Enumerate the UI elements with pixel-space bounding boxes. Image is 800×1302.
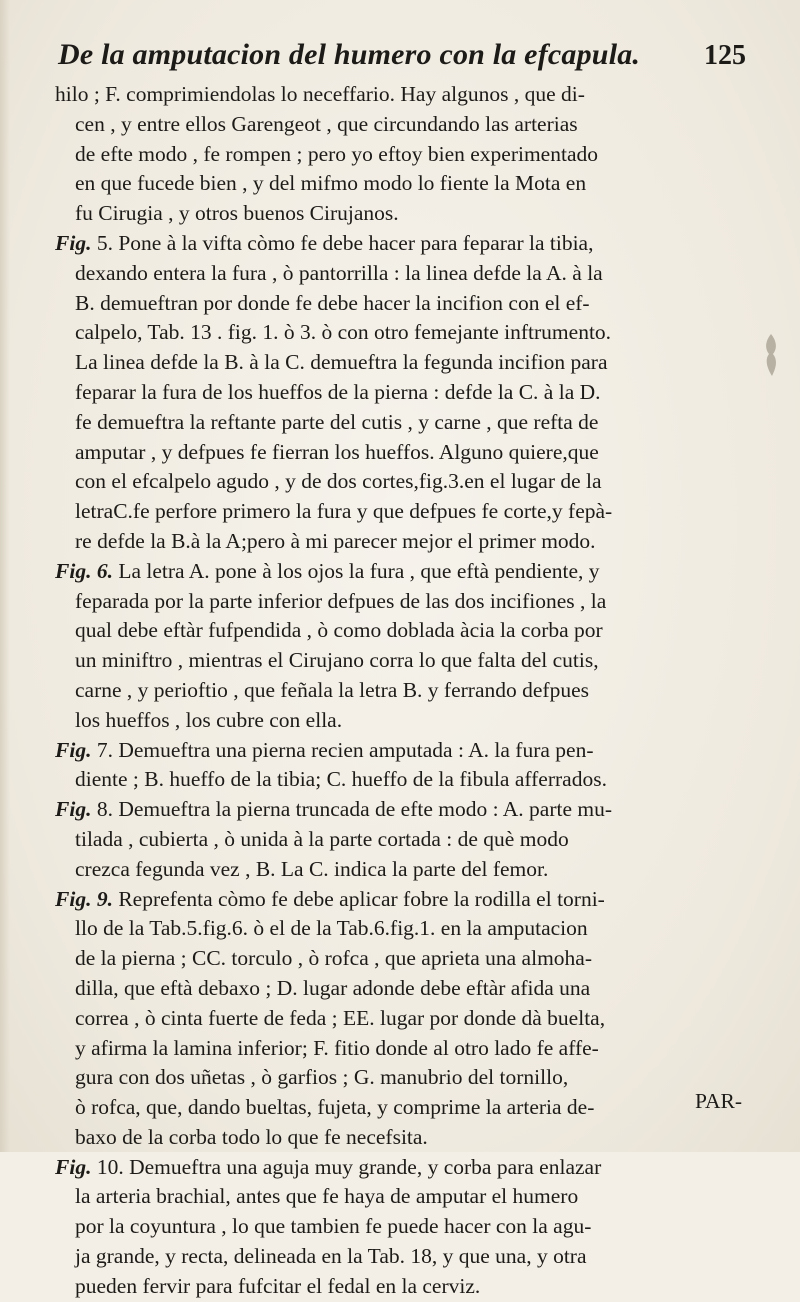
- line-text: re defde la B.à la A;pero à mi parecer mejor el primer modo.: [75, 528, 596, 553]
- text-line: [55, 438, 757, 468]
- text-line: [55, 676, 757, 706]
- line-text: gura con dos uñetas , ò garfios ; G. manubrio del tornillo,: [75, 1065, 569, 1090]
- line-text: calpelo, Tab. 13 . fig. 1. ò 3. ò con otro femejante inftrumento.: [75, 320, 612, 345]
- text-line: [55, 1212, 757, 1242]
- text-body: [55, 80, 757, 1302]
- paragraph: [55, 885, 757, 1153]
- catchword: PAR-: [694, 1089, 742, 1113]
- text-line: [55, 378, 757, 408]
- paragraph: [55, 736, 757, 796]
- line-text: de la pierna ; CC. torculo , ò rofca , que aprieta una almoha-: [75, 946, 592, 971]
- line-text: ja grande, y recta, delineada en la Tab. 18, y que una, y otra: [75, 1244, 587, 1269]
- ink-blot-mark: [760, 332, 782, 378]
- line-text: tilada , cubierta , ò unida à la parte cortada : de què modo: [75, 826, 569, 851]
- paragraph: [55, 795, 757, 884]
- line-text: qual debe eftàr fufpendida , ò como doblada àcia la corba por: [75, 618, 603, 643]
- paragraph: [55, 557, 757, 736]
- text-line: [55, 1242, 757, 1272]
- line-text: feparar la fura de los hueffos de la pierna : defde la C. à la D.: [75, 379, 601, 404]
- text-line: [55, 765, 757, 795]
- line-text: La letra A. pone à los ojos la fura , que eftà pendiente, y: [112, 558, 600, 583]
- line-text: carne , y perioftio , que feñala la letra B. y ferrando defpues: [75, 677, 589, 702]
- line-text: de efte modo , fe rompen ; pero yo eftoy bien experimentado: [75, 141, 598, 166]
- line-text: los hueffos , los cubre con ella.: [75, 707, 343, 732]
- line-text: ò rofca, que, dando bueltas, fujeta, y comprime la arteria de-: [75, 1095, 595, 1120]
- line-text: 10. Demueftra una aguja muy grande, y corba para enlazar: [91, 1154, 602, 1179]
- line-text: dilla, que eftà debaxo ; D. lugar adonde debe eftàr afida una: [75, 975, 591, 1000]
- text-line: [55, 1034, 757, 1064]
- line-text: letraC.fe perfore primero la fura y que defpues fe corte,y fepà-: [75, 499, 613, 524]
- text-line: [55, 616, 757, 646]
- figure-reference: Fig.: [55, 737, 92, 762]
- figure-reference: Fig. 9.: [55, 886, 113, 911]
- text-line: [55, 1272, 757, 1302]
- line-text: en que fucede bien , y del mifmo modo lo fiente la Mota en: [75, 171, 587, 196]
- text-line: [55, 1182, 757, 1212]
- paragraph: [55, 80, 757, 229]
- line-text: crezca fegunda vez , B. La C. indica la parte del femor.: [75, 856, 549, 881]
- line-text: dexando entera la fura , ò pantorrilla : la linea defde la A. à la: [75, 260, 603, 285]
- line-text: fu Cirugia , y otros buenos Cirujanos.: [75, 201, 399, 226]
- line-text: La linea defde la B. à la C. demueftra la fegunda incifion para: [75, 350, 608, 375]
- text-line: [55, 467, 757, 497]
- text-line: [55, 259, 757, 289]
- line-text: pueden fervir para fufcitar el fedal en la cerviz.: [75, 1273, 481, 1298]
- text-line: [55, 1093, 757, 1123]
- line-text: la arteria brachial, antes que fe haya de amputar el humero: [75, 1184, 579, 1209]
- text-line: [55, 1004, 757, 1034]
- text-line: [55, 80, 757, 110]
- text-line: [55, 587, 757, 617]
- line-text: B. demueftran por donde fe debe hacer la incifion con el ef-: [75, 290, 590, 315]
- line-text: Reprefenta còmo fe debe aplicar fobre la rodilla el torni-: [112, 886, 605, 911]
- line-text: un miniftro , mientras el Cirujano corra lo que falta del cutis,: [75, 648, 599, 673]
- line-text: 7. Demueftra una pierna recien amputada : A. la fura pen-: [91, 737, 594, 762]
- line-text: fe demueftra la reftante parte del cutis , y carne , que refta de: [75, 409, 599, 434]
- figure-reference: Fig. 6.: [55, 558, 113, 583]
- line-text: feparada por la parte inferior defpues de las dos incifiones , la: [75, 588, 607, 613]
- text-line: [55, 646, 757, 676]
- page-gutter-shadow: [0, 0, 10, 1152]
- text-line: [55, 289, 757, 319]
- text-line: [55, 825, 757, 855]
- line-text: amputar , y defpues fe fierran los hueffos. Alguno quiere,que: [75, 439, 599, 464]
- line-text: correa , ò cinta fuerte de feda ; EE. lugar por donde dà buelta,: [75, 1005, 606, 1030]
- text-line: [55, 706, 757, 736]
- line-text: por la coyuntura , lo que tambien fe puede hacer con la agu-: [75, 1214, 592, 1239]
- text-line: [55, 557, 757, 587]
- text-line: [55, 527, 757, 557]
- text-line: [55, 497, 757, 527]
- running-head: De la amputacion del humero con la efcapula.: [58, 38, 641, 71]
- text-line: [55, 944, 757, 974]
- text-line: [55, 169, 757, 199]
- text-line: [55, 855, 757, 885]
- line-text: diente ; B. hueffo de la tibia; C. hueffo de la fibula afferrados.: [75, 767, 607, 792]
- paragraph: [55, 229, 757, 557]
- text-line: [55, 110, 757, 140]
- line-text: hilo ; F. comprimiendolas lo neceffario. Hay algunos , que di-: [55, 82, 585, 106]
- line-text: cen , y entre ellos Garengeot , que circundando las arterias: [75, 111, 578, 136]
- figure-reference: Fig.: [55, 230, 92, 255]
- line-text: baxo de la corba todo lo que fe necefsita.: [75, 1124, 428, 1149]
- paragraph: [55, 1153, 757, 1302]
- line-text: 8. Demueftra la pierna truncada de efte modo : A. parte mu-: [91, 797, 613, 822]
- text-line: [55, 140, 757, 170]
- text-line: [55, 914, 757, 944]
- line-text: con el efcalpelo agudo , y de dos cortes,fig.3.en el lugar de la: [75, 469, 602, 494]
- figure-reference: Fig.: [55, 1154, 92, 1179]
- text-line: [55, 1063, 757, 1093]
- text-line: [55, 408, 757, 438]
- text-line: [55, 795, 757, 825]
- text-line: [55, 885, 757, 915]
- line-text: llo de la Tab.5.fig.6. ò el de la Tab.6.fig.1. en la amputacion: [75, 916, 588, 941]
- line-text: y afirma la lamina inferior; F. fitio donde al otro lado fe affe-: [75, 1035, 599, 1060]
- line-text: 5. Pone à la vifta còmo fe debe hacer para feparar la tibia,: [91, 230, 594, 255]
- text-line: [55, 1153, 757, 1183]
- page-header: [58, 38, 746, 78]
- text-line: [55, 974, 757, 1004]
- text-line: [55, 348, 757, 378]
- text-line: [55, 1123, 757, 1153]
- figure-reference: Fig.: [55, 797, 92, 822]
- page-number: 125: [704, 40, 746, 71]
- text-line: [55, 736, 757, 766]
- text-line: [55, 229, 757, 259]
- text-line: [55, 199, 757, 229]
- text-line: [55, 318, 757, 348]
